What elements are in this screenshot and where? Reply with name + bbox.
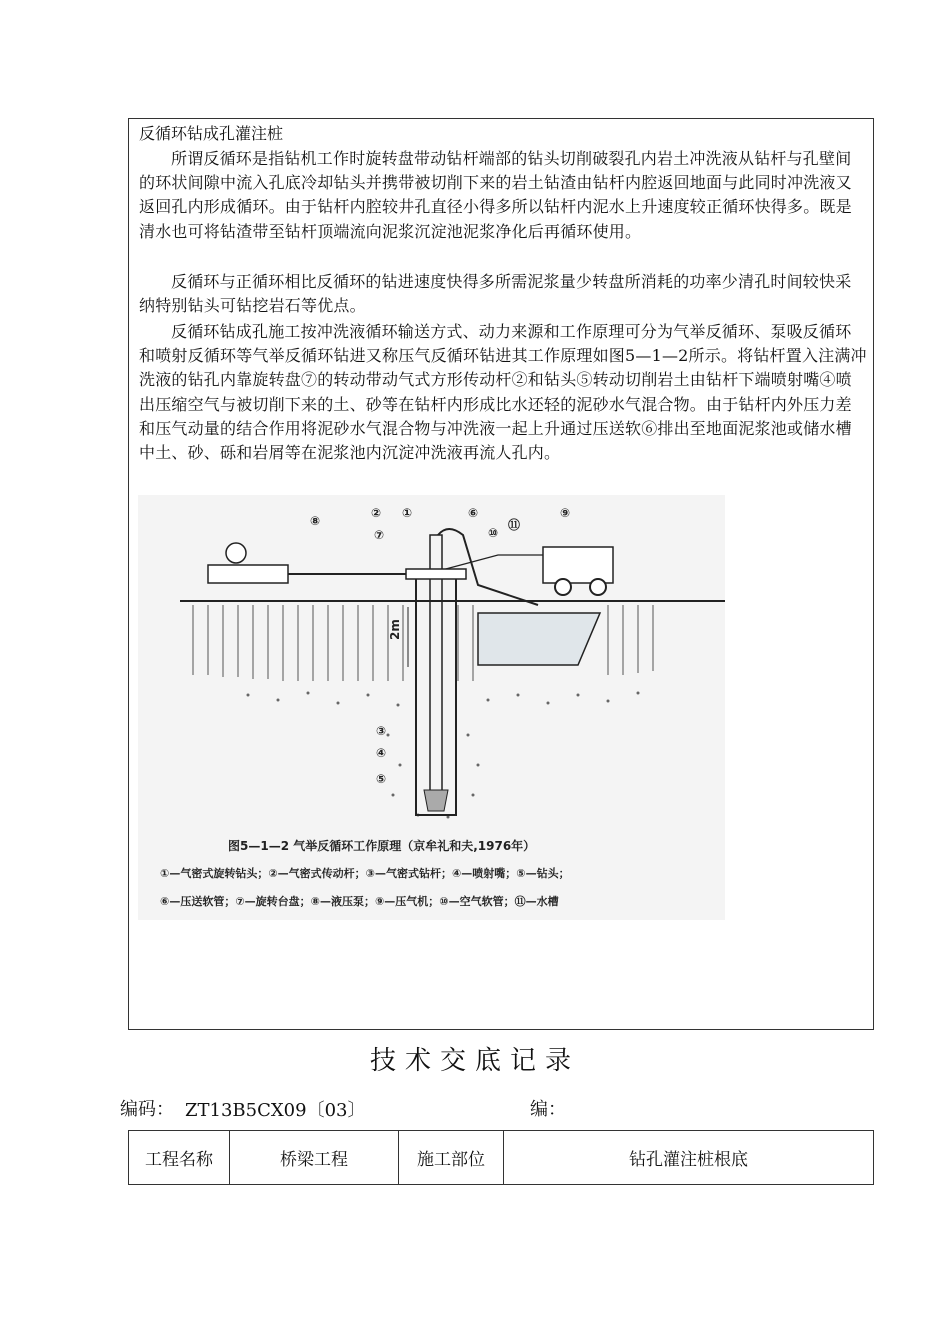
edit-label: 编：: [530, 1099, 566, 1120]
callout-11: ⑪: [508, 518, 521, 532]
code-value: ZT13B5CX09〔03〕: [185, 1100, 366, 1121]
airlift-diagram-figure: [138, 495, 725, 920]
water-tank: [478, 613, 600, 665]
table-row: [129, 1131, 874, 1185]
figure-legend-line-1: ①—气密式旋转钻头；②—气密式传动杆；③—气密式钻杆；④—喷射嘴；⑤—钻头；: [160, 867, 570, 880]
callout-10: ⑩: [488, 526, 499, 540]
callout-3: ③: [376, 724, 387, 738]
code-label: 编码：: [120, 1099, 174, 1120]
compressor: [543, 547, 613, 583]
depth-label: 2m: [388, 619, 402, 640]
air-hose: [442, 555, 558, 570]
figure-caption: 图5—1—2 气举反循环工作原理（京牟礼和夫,1976年）: [228, 839, 536, 853]
paragraph-comparison: 反循环与正循环相比反循环的钻进速度快得多所需泥浆量少转盘所消耗的功率少清孔时间较快采纳特别钻头可钻挖岩石等优点。: [139, 272, 852, 316]
content-frame: [128, 118, 874, 1030]
drill-bit: [424, 790, 448, 811]
callout-7: ⑦: [374, 528, 385, 542]
project-name-label: 工程名称: [129, 1131, 230, 1185]
paragraph-definition: 所谓反循环是指钻机工作时旋转盘带动钻杆端部的钻头切削破裂孔内岩土冲洗液从钻杆与孔壁间的环状间隙中流入孔底冷却钻头并携带被切削下来的岩土钻渣由钻杆内腔返回地面与此同时冲洗液又返回孔内形成循环。由于钻杆内腔较井孔直径小得多所以钻杆内泥水上升速度较正循环快得多。既是清水也可将钻渣带至钻杆顶端流向泥浆沉淀池泥浆净化后再循环使用。: [139, 149, 852, 241]
paragraph-airlift: 反循环钻成孔施工按冲洗液循环输送方式、动力来源和工作原理可分为气举反循环、泵吸反循环和喷射反循环等气举反循环钻进又称压气反循环钻进其工作原理如图5—1—2所示。将钻杆置入注满冲洗液的钻孔内靠旋转盘⑦的转动带动气式方形传动杆②和钻头⑤转动切削岩土由钻杆下端喷射嘴④喷出压缩空气与被切削下来的土、砂等在钻杆内形成比水还轻的泥砂水气混合物。由于钻杆内外压力差和压气动量的结合作用将泥砂水气混合物与冲洗液一起上升通过压送软⑥排出至地面泥浆池或储水槽中土、砂、砾和岩屑等在泥浆池内沉淀冲洗液再流人孔内。: [139, 322, 867, 463]
location-value: 钻孔灌注桩根底: [504, 1131, 874, 1185]
callout-8: ⑧: [310, 514, 321, 528]
callout-9: ⑨: [560, 506, 571, 520]
borehole: [416, 575, 456, 815]
airlift-diagram: [138, 495, 725, 920]
section-title: 反循环钻成孔灌注桩: [139, 124, 284, 143]
callout-2: ②: [371, 506, 382, 520]
callout-4: ④: [376, 746, 387, 760]
callout-6: ⑥: [468, 506, 479, 520]
callout-5: ⑤: [376, 772, 387, 786]
location-label: 施工部位: [399, 1131, 504, 1185]
project-info-table: [128, 1130, 874, 1185]
figure-legend-line-2: ⑥—压送软管；⑦—旋转台盘；⑧—液压泵；⑨—压气机；⑩—空气软管；⑪—水槽: [160, 895, 559, 908]
callout-1: ①: [402, 506, 413, 520]
document-title: 技术交底记录: [369, 1046, 580, 1076]
hydraulic-pump: [208, 565, 288, 583]
project-name-value: 桥梁工程: [230, 1131, 399, 1185]
rotary-table: [406, 569, 466, 579]
